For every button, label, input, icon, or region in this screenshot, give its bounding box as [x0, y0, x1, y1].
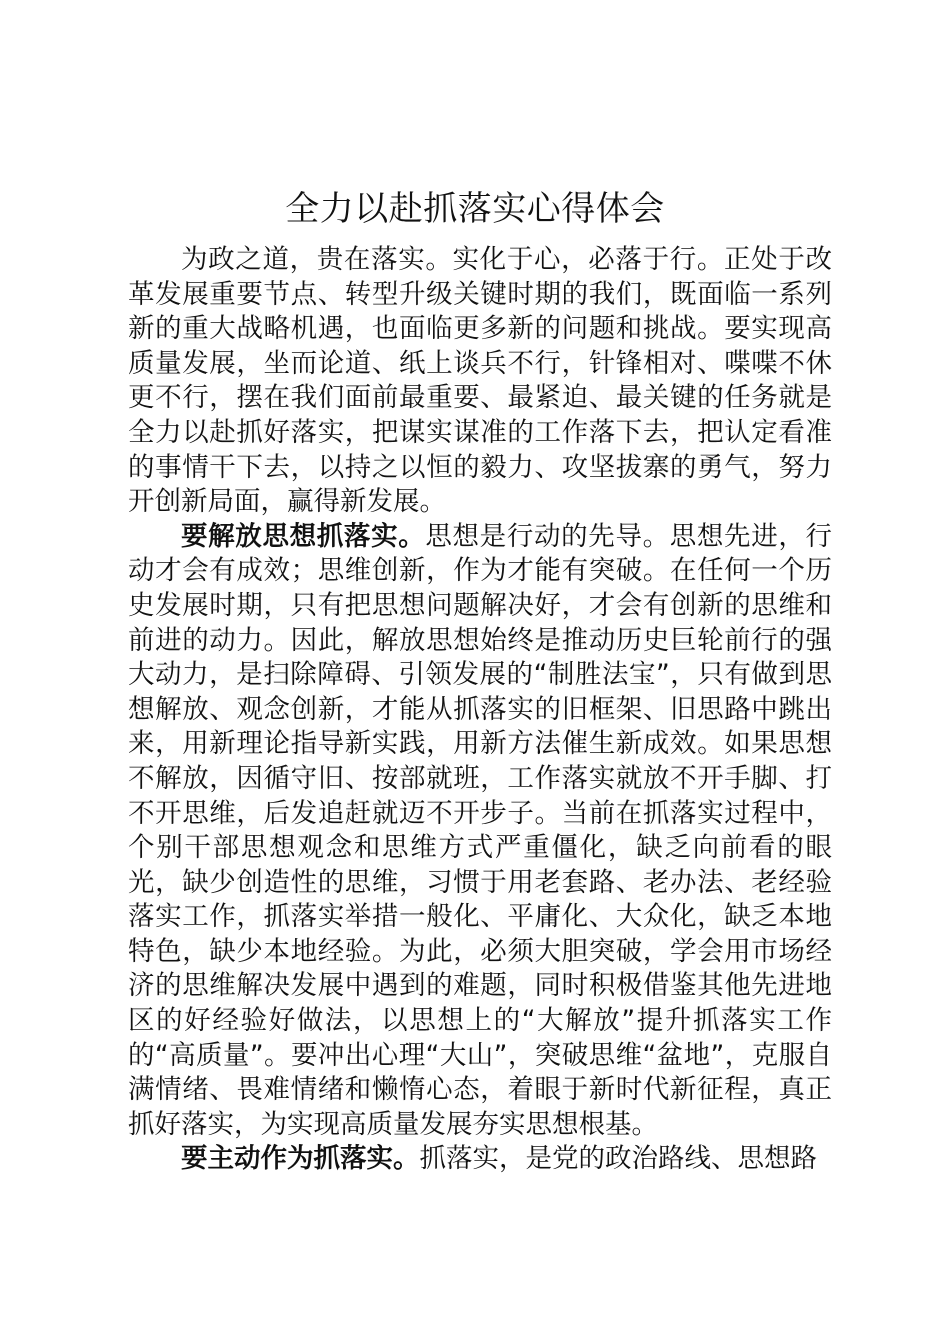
paragraph-lead: 要主动作为抓落实。	[181, 1143, 420, 1175]
document-body	[128, 243, 832, 1177]
document-title: 全力以赴抓落实心得体会	[285, 189, 665, 229]
paragraph-intro	[128, 243, 832, 520]
paragraph-emancipate-thinking	[128, 520, 832, 1143]
paragraph-text: 思想是行动的先导。思想先进，行动才会有成效；思维创新，作为才能有突破。在任何一个历史发展时期，只有把思想问题解决好，才会有创新的思维和前进的动力。因此，解放思想始终是推动历史巨轮前行的强大动力，是扫除障碍、引领发展的“制胜法宝”，只有做到思想解放、观念创新，才能从抓落实的旧框架、旧思路中跳出来，用新理论指导新实践，用新方法催生新成效。如果思想不解放，因循守旧、按部就班，工作落实就放不开手脚、打不开思维，后发追赶就迈不开步子。当前在抓落实过程中，个别干部思想观念和思维方式严重僵化，缺乏向前看的眼光，缺少创造性的思维，习惯于用老套路、老办法、老经验落实工作，抓落实举措一般化、平庸化、大众化，缺乏本地特色，缺少本地经验。为此，必须大胆突破，学会用市场经济的思维解决发展中遇到的难题，同时积极借鉴其他先进地区的好经验好做法，以思想上的“大解放”提升抓落实工作的“高质量”。要冲出心理“大山”，突破思维“盆地”，克服自满情绪、畏难情绪和懒惰心态，着眼于新时代新征程，真正抓好落实，为实现高质量发展夯实思想根基。	[128, 520, 833, 1140]
paragraph-proactive-action	[128, 1142, 832, 1177]
paragraph-text: 抓落实，是党的政治路线、思想路	[419, 1143, 817, 1175]
paragraph-lead: 要解放思想抓落实。	[181, 520, 426, 552]
paragraph-text: 为政之道，贵在落实。实化于心，必落于行。正处于改革发展重要节点、转型升级关键时期的我们，既面临一系列新的重大战略机遇，也面临更多新的问题和挑战。要实现高质量发展，坐而论道、纸上谈兵不行，针锋相对、喋喋不休更不行，摆在我们面前最重要、最紧迫、最关键的任务就是全力以赴抓好落实，把谋实谋准的工作落下去，把认定看准的事情干下去，以持之以恒的毅力、攻坚拔寨的勇气，努力开创新局面，赢得新发展。	[128, 244, 832, 518]
